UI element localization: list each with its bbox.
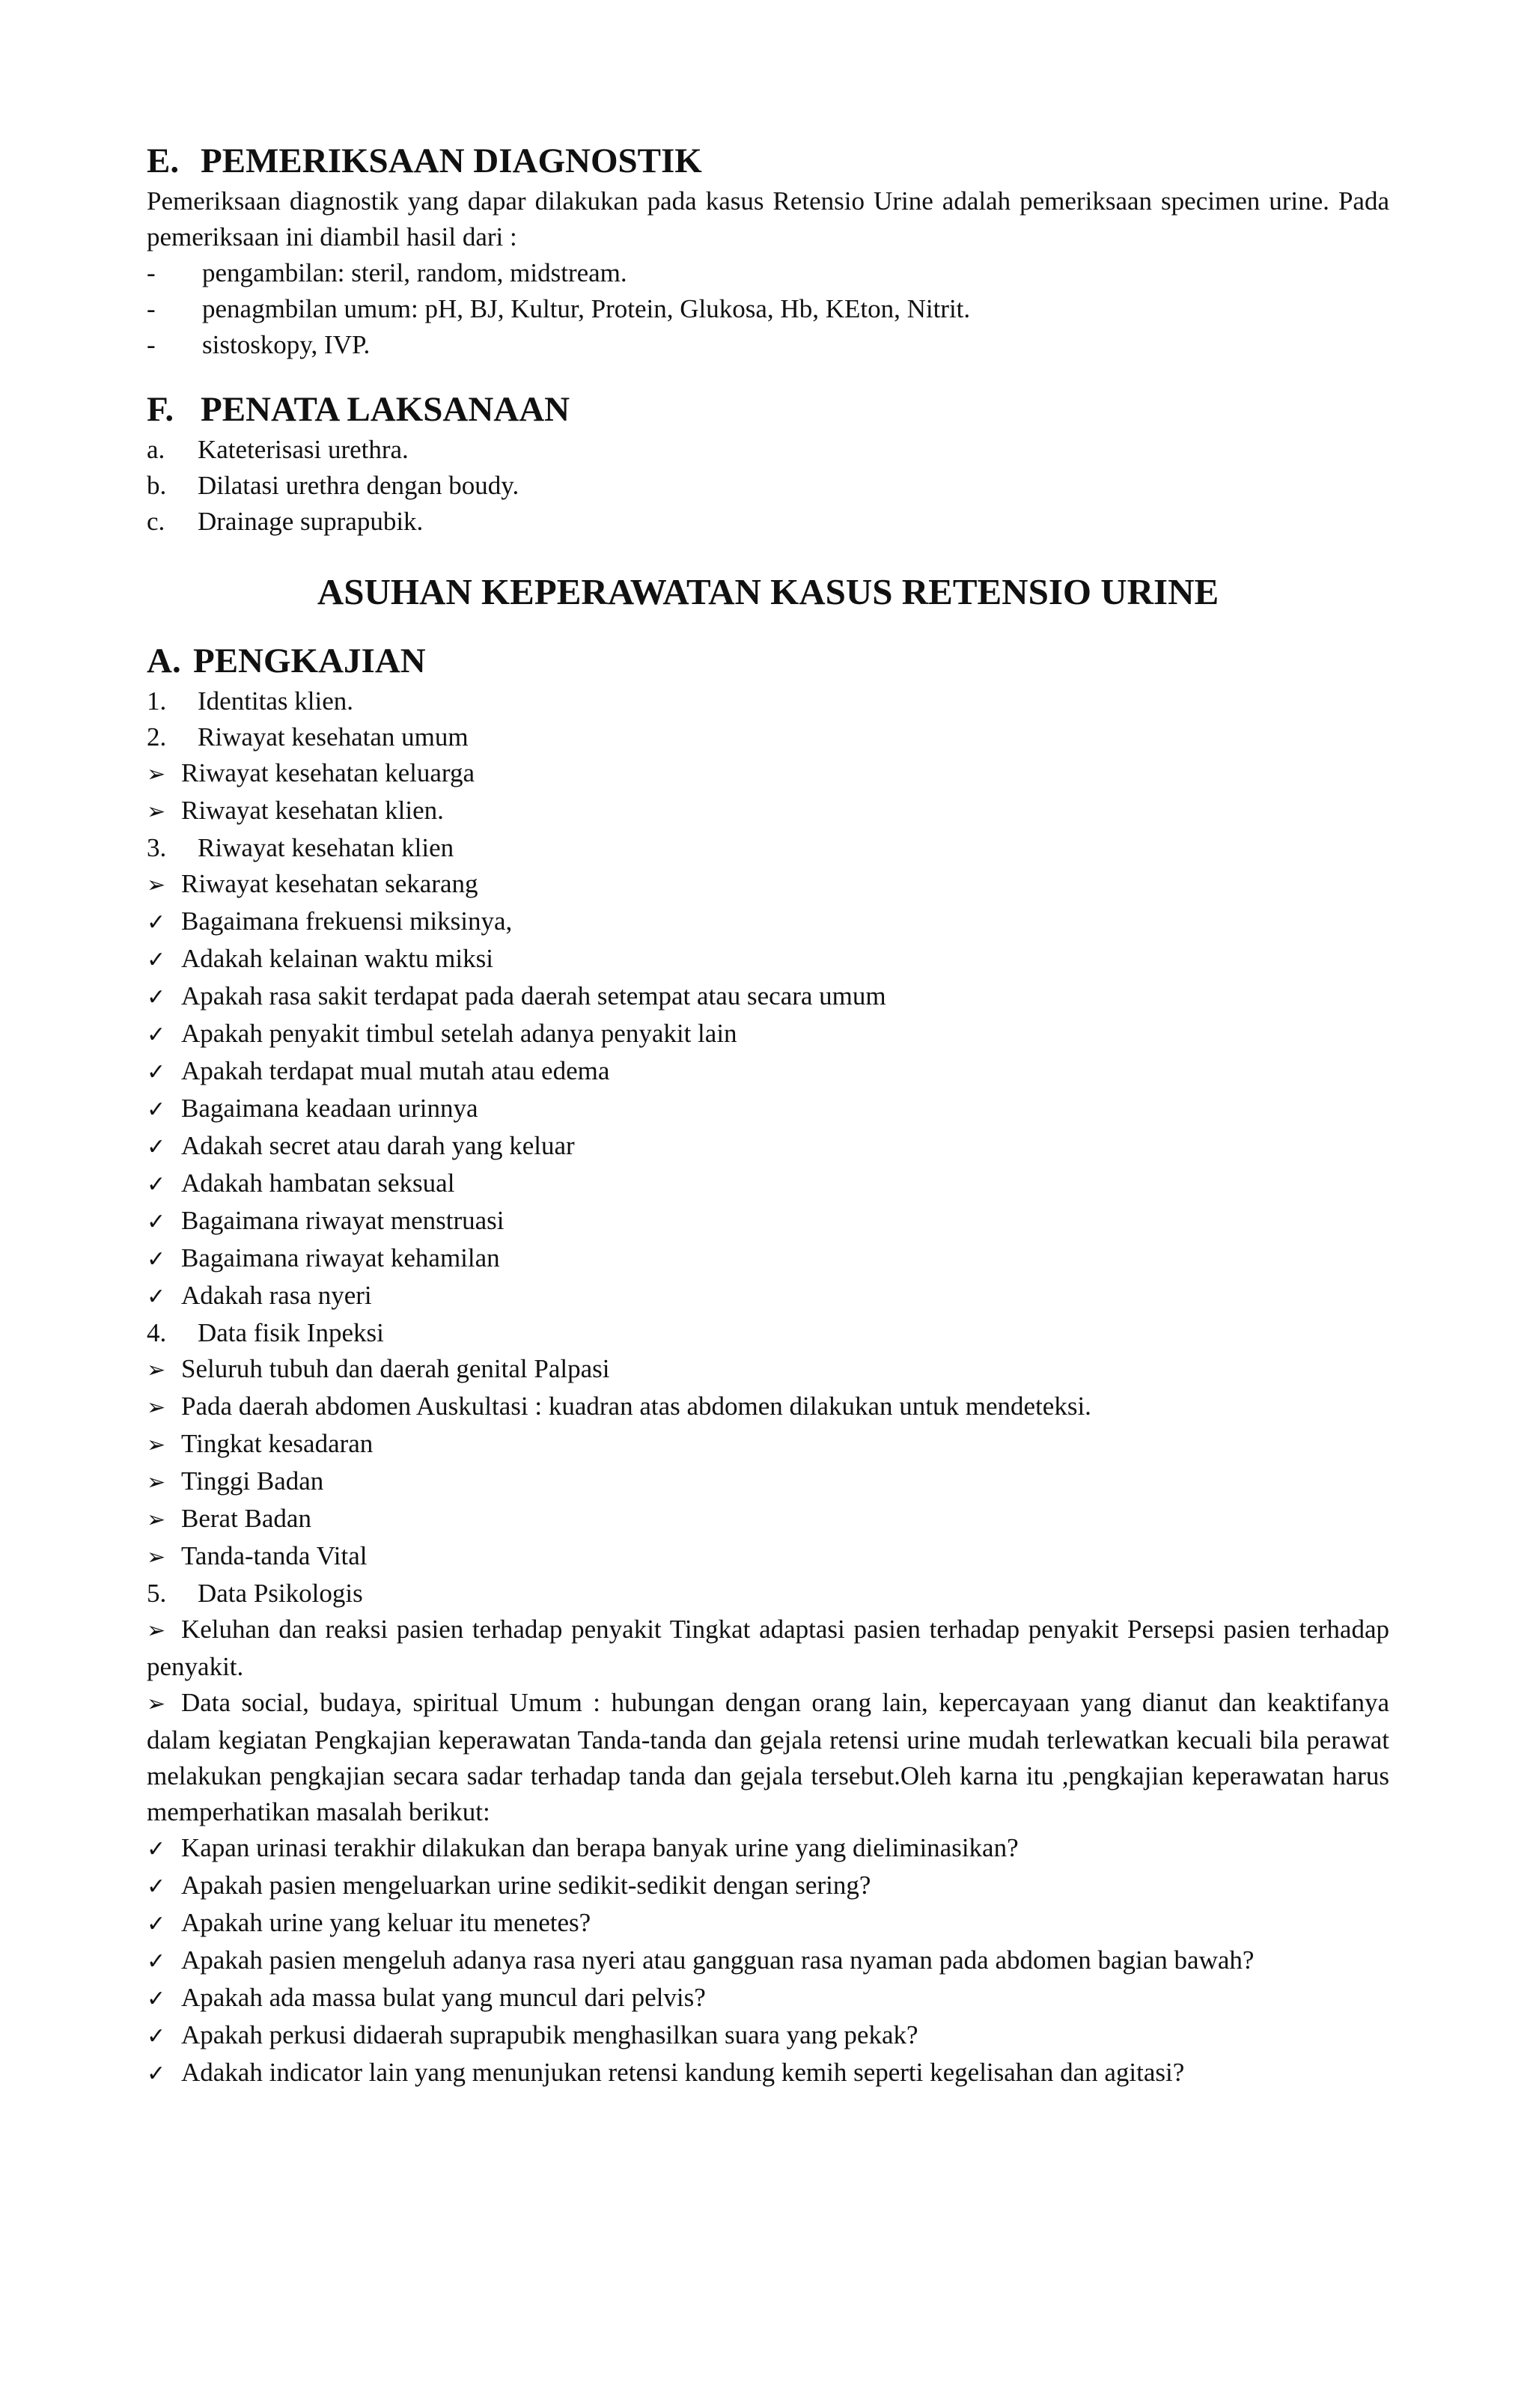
- list-item: [147, 1128, 1389, 1165]
- list-item-text: Dilatasi urethra dengan boudy.: [198, 471, 519, 500]
- checkmark-icon: ✓: [147, 1284, 166, 1310]
- list-item: [147, 1463, 1389, 1501]
- checkmark-icon: ✓: [147, 2023, 166, 2049]
- section-e-title: PEMERIKSAAN DIAGNOSTIK: [201, 141, 702, 180]
- section-f-title: PENATA LAKSANAAN: [201, 390, 570, 429]
- arrow-bullet-icon: ➢: [147, 1691, 166, 1717]
- list-item: [147, 255, 1389, 291]
- list-item-text: Kateterisasi urethra.: [198, 435, 409, 464]
- list-paragraph: [147, 1942, 1389, 1980]
- arrow-bullet-icon: ➢: [147, 1544, 166, 1570]
- checkmark-icon: ✓: [147, 2061, 166, 2087]
- list-item-text: Data fisik Inpeksi: [198, 1318, 384, 1347]
- list-item: [147, 327, 1389, 363]
- arrow-bullet-icon: ➢: [147, 1618, 166, 1644]
- list-item: [147, 1203, 1389, 1240]
- arrow-bullet-icon: ➢: [147, 872, 166, 898]
- checkmark-icon: ✓: [147, 1874, 166, 1900]
- arrow-bullet-icon: ➢: [147, 761, 166, 787]
- number-marker: 2.: [147, 722, 167, 752]
- checkmark-icon: ✓: [147, 1986, 166, 2012]
- list-paragraph-text: Apakah urine yang keluar itu menetes?: [181, 1908, 591, 1937]
- list-item-text: Riwayat kesehatan klien: [198, 833, 454, 862]
- dash-marker: -: [147, 294, 156, 323]
- section-e-letter: E.: [147, 141, 180, 180]
- list-item-text: Bagaimana keadaan urinnya: [181, 1094, 478, 1123]
- list-paragraph-text: Apakah perkusi didaerah suprapubik menghasilkan suara yang pekak?: [181, 2020, 918, 2049]
- number-marker: 4.: [147, 1318, 167, 1347]
- checkmark-icon: ✓: [147, 1022, 166, 1048]
- list-paragraph-text: Apakah pasien mengeluarkan urine sedikit-sedikit dengan sering?: [181, 1871, 871, 1900]
- list-item-text: Riwayat kesehatan sekarang: [181, 869, 478, 898]
- section-f-heading: [147, 387, 1389, 432]
- checkmark-icon: ✓: [147, 1059, 166, 1085]
- arrow-bullet-icon: ➢: [147, 1394, 166, 1421]
- list-item: [147, 1351, 1389, 1389]
- list-paragraph: [147, 1905, 1389, 1942]
- list-item: [147, 468, 1389, 504]
- list-item: [147, 1315, 1389, 1351]
- list-item: [147, 1576, 1389, 1612]
- section-f-letter: F.: [147, 390, 174, 429]
- list-item-text: Adakah hambatan seksual: [181, 1168, 455, 1198]
- list-item-text: Adakah rasa nyeri: [181, 1281, 372, 1310]
- list-item: [147, 1501, 1389, 1538]
- list-item-text: Tingkat kesadaran: [181, 1429, 374, 1458]
- list-paragraph: [147, 1612, 1389, 1685]
- list-item: [147, 504, 1389, 540]
- list-item-text: pengambilan: steril, random, midstream.: [202, 258, 627, 287]
- list-paragraph-text: Apakah pasien mengeluh adanya rasa nyeri atau gangguan rasa nyaman pada abdomen bagian bawah?: [181, 1945, 1255, 1975]
- checkmark-icon: ✓: [147, 909, 166, 936]
- list-item: [147, 1165, 1389, 1203]
- list-paragraph-text: Keluhan dan reaksi pasien terhadap penyakit Tingkat adaptasi pasien terhadap penyakit Persepsi pasien terhadap penyakit.: [147, 1615, 1389, 1681]
- list-paragraph-text: Adakah indicator lain yang menunjukan retensi kandung kemih seperti kegelisahan dan agitasi?: [181, 2058, 1185, 2087]
- letter-marker: a.: [147, 435, 165, 464]
- checkmark-icon: ✓: [147, 1246, 166, 1272]
- list-item-text: Seluruh tubuh dan daerah genital Palpasi: [181, 1354, 610, 1383]
- list-item-text: Riwayat kesehatan umum: [198, 722, 469, 752]
- list-item-text: Bagaimana riwayat kehamilan: [181, 1243, 500, 1272]
- assessment-paragraphs: [147, 1612, 1389, 2092]
- list-item-text: Apakah rasa sakit terdapat pada daerah setempat atau secara umum: [181, 981, 886, 1011]
- dash-marker: -: [147, 258, 156, 287]
- checkmark-icon: ✓: [147, 1836, 166, 1862]
- list-item-text: Apakah penyakit timbul setelah adanya penyakit lain: [181, 1019, 737, 1048]
- list-paragraph: [147, 1685, 1389, 1830]
- list-paragraph-text: Kapan urinasi terakhir dilakukan dan berapa banyak urine yang dieliminasikan?: [181, 1833, 1019, 1862]
- list-item: [147, 1278, 1389, 1315]
- list-item-text: Riwayat kesehatan klien.: [181, 796, 444, 825]
- number-marker: 1.: [147, 686, 167, 716]
- list-item: [147, 866, 1389, 903]
- list-item: [147, 1016, 1389, 1053]
- list-item: [147, 1426, 1389, 1463]
- checkmark-icon: ✓: [147, 1209, 166, 1235]
- list-item-text: Tanda-tanda Vital: [181, 1541, 368, 1570]
- letter-marker: b.: [147, 471, 167, 500]
- section-e-intro: Pemeriksaan diagnostik yang dapar dilakukan pada kasus Retensio Urine adalah pemeriksaan specimen urine. Pada pemeriksaan ini diambil hasil dari :: [147, 186, 1389, 252]
- list-paragraph-text: Apakah ada massa bulat yang muncul dari pelvis?: [181, 1983, 706, 2012]
- checkmark-icon: ✓: [147, 1948, 166, 1975]
- list-item: [147, 1091, 1389, 1128]
- list-paragraph: [147, 1980, 1389, 2017]
- list-item-text: penagmbilan umum: pH, BJ, Kultur, Protein, Glukosa, Hb, KEton, Nitrit.: [202, 294, 971, 323]
- list-item-text: Bagaimana frekuensi miksinya,: [181, 906, 513, 936]
- list-item-text: Bagaimana riwayat menstruasi: [181, 1206, 505, 1235]
- list-item-text: Drainage suprapubik.: [198, 507, 424, 536]
- checkmark-icon: ✓: [147, 1911, 166, 1937]
- number-marker: 3.: [147, 833, 167, 862]
- dash-marker: -: [147, 330, 156, 359]
- list-item: [147, 941, 1389, 978]
- assessment-list: [147, 683, 1389, 1612]
- list-item: [147, 291, 1389, 327]
- list-item-text: Apakah terdapat mual mutah atau edema: [181, 1056, 610, 1085]
- list-item: [147, 755, 1389, 793]
- list-item: [147, 1053, 1389, 1091]
- letter-marker: c.: [147, 507, 165, 536]
- checkmark-icon: ✓: [147, 1134, 166, 1160]
- list-paragraph: [147, 1868, 1389, 1905]
- list-item: [147, 719, 1389, 755]
- page-title: ASUHAN KEPERAWATAN KASUS RETENSIO URINE: [317, 571, 1219, 612]
- list-item-text: Pada daerah abdomen Auskultasi : kuadran atas abdomen dilakukan untuk mendeteksi.: [181, 1392, 1091, 1421]
- checkmark-icon: ✓: [147, 984, 166, 1011]
- list-item: [147, 793, 1389, 830]
- list-item-text: sistoskopy, IVP.: [202, 330, 371, 359]
- list-paragraph-text: Data social, budaya, spiritual Umum : hubungan dengan orang lain, kepercayaan yang dianut dan keaktifanya dalam kegiatan Pengkajian keperawatan Tanda-tanda dan gejala retensi urine mudah terlewatkan kecuali bila perawat melakukan pengkajian secara sadar terhadap tanda dan gejala tersebut.Oleh karna itu ,pengkajian keperawatan harus memperhatikan masalah berikut:: [147, 1688, 1389, 1826]
- list-item: [147, 1240, 1389, 1278]
- arrow-bullet-icon: ➢: [147, 799, 166, 825]
- list-item: [147, 1538, 1389, 1576]
- checkmark-icon: ✓: [147, 1097, 166, 1123]
- arrow-bullet-icon: ➢: [147, 1469, 166, 1496]
- section-a-title: PENGKAJIAN: [193, 641, 426, 680]
- document-page: [147, 138, 1389, 2092]
- checkmark-icon: ✓: [147, 1171, 166, 1198]
- section-a-letter: A.: [147, 641, 181, 680]
- section-e-heading: [147, 138, 1389, 183]
- list-item-text: Berat Badan: [181, 1504, 311, 1533]
- arrow-bullet-icon: ➢: [147, 1507, 166, 1533]
- list-item-text: Tinggi Badan: [181, 1466, 324, 1496]
- list-item: [147, 432, 1389, 468]
- list-item-text: Identitas klien.: [198, 686, 354, 716]
- list-paragraph: [147, 1830, 1389, 1868]
- arrow-bullet-icon: ➢: [147, 1357, 166, 1383]
- list-item-text: Riwayat kesehatan keluarga: [181, 758, 475, 787]
- list-item: [147, 683, 1389, 719]
- list-item-text: Data Psikologis: [198, 1579, 363, 1608]
- list-paragraph: [147, 2017, 1389, 2055]
- list-item: [147, 1389, 1389, 1426]
- number-marker: 5.: [147, 1579, 167, 1608]
- section-a-heading: [147, 638, 1389, 683]
- list-item: [147, 978, 1389, 1016]
- list-item: [147, 903, 1389, 941]
- checkmark-icon: ✓: [147, 947, 166, 973]
- list-item-text: Adakah kelainan waktu miksi: [181, 944, 493, 973]
- arrow-bullet-icon: ➢: [147, 1432, 166, 1458]
- list-paragraph: [147, 2055, 1389, 2092]
- list-item-text: Adakah secret atau darah yang keluar: [181, 1131, 575, 1160]
- list-item: [147, 830, 1389, 866]
